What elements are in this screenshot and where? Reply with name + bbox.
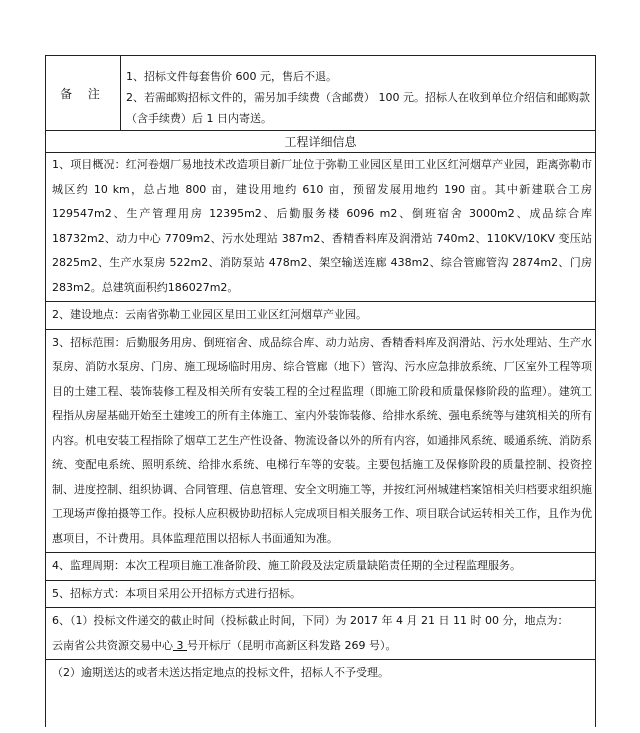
notes-line-1: 1、招标文件每套售价 600 元，售后不退。 [126, 70, 337, 83]
tender-method: 5、招标方式：本项目采用公开招标方式进行招标。 [52, 586, 301, 600]
deadline-venue-suffix: 号开标厅（昆明市高新区科发路 269 号）。 [187, 638, 397, 652]
deadline-venue-prefix: 云南省公共资源交易中心 [52, 638, 173, 652]
late-submission-note: （2）逾期送达的或者未送达指定地点的投标文件，招标人不予受理。 [52, 666, 389, 679]
submission-deadline [50, 609, 594, 658]
notes-line-2: 2、若需邮购招标文件的，需另加手续费（含邮费） 100 元。招标人在收到单位介绍信和邮购款（含手续费）后 1 日内寄送。 [126, 91, 590, 125]
supervision-period: 4、监理周期：本次工程项目施工准备阶段、施工阶段及法定质量缺陷责任期的全过程监理服务。 [52, 559, 521, 572]
row-divider [46, 329, 595, 330]
notes-label: 备 注 [46, 56, 121, 130]
row-divider [46, 301, 595, 302]
tender-scope: 3、招标范围：后勤服务用房、倒班宿舍、成品综合库、动力站房、香精香料库及润滑站、污水处理站、生产水泵房、消防水泵房、门房、施工现场临时用房、综合管廊（地下）管沟、污水应急排放系统、厂区室外工程等项目的土建工程、装饰装修工程及相关所有安装工程的全过程监理（即施工阶段和质量保修阶段的监理）。建筑工程指从房屋基础开始至土建竣工的所有主体施工、室内外装饰装修、给排水系统、强电系统等与建筑相关的所有内容。机电安装工程指除了烟草工艺生产性设备、物流设备以外的所有内容，如通排风系统、暖通系统、消防系统、变配电系统、照明系统、给排水系统、电梯行车等的安装。主要包括施工及保修阶段的质量控制、投资控制、进度控制、组织协调、合同管理、信息管理、安全文明施工等，并按红河州城建档案馆相关归档要求组织施工现场声像拍摄等工作。投标人应积极协助招标人完成项目相关服务工作、项目联合试运转相关工作，且作为优惠项目，不计费用。具体监理范围以招标人书面通知为准。 [52, 335, 592, 545]
row-divider [46, 607, 595, 608]
row-divider [46, 580, 595, 581]
section-title: 工程详细信息 [46, 130, 595, 153]
tender-info-table [45, 55, 596, 727]
project-details [50, 153, 594, 686]
hall-number: 3 [173, 638, 187, 652]
project-overview: 1、项目概况：红河卷烟厂易地技术改造项目新厂址位于弥勒工业园区星田工业区红河烟草产业园，距离弥勒市城区约 10 km，总占地 800 亩，建设用地约 610 亩，预留发展用地约 190 亩。其中新建联合工房 129547m2、生产管理用房 12395m2、后勤服务楼 6096 m2、倒班宿舍 3000m2、成品综合库 18732m2、动力中心 7709m2、污水处理站 387m2、香精香料库及润滑站 740m2、110KV/10KV 变压站 2825m2、生产水泵房 522m2、消防泵站 478m2、架空输送连廊 438m2、综合管廊管沟 2874m2、门房 283m2。总建筑面积约186027m2。 [52, 158, 592, 294]
row-divider [46, 552, 595, 553]
row-divider [46, 659, 595, 660]
notes-content [126, 66, 592, 129]
construction-location: 2、建设地点：云南省弥勒工业园区星田工业区红河烟草产业园。 [52, 308, 367, 321]
deadline-line-1: 6、（1）投标文件递交的截止时间（投标截止时间，下同）为 2017 年 4 月 21 日 11 时 00 分，地点为： [52, 614, 569, 627]
notes-row [46, 56, 595, 131]
